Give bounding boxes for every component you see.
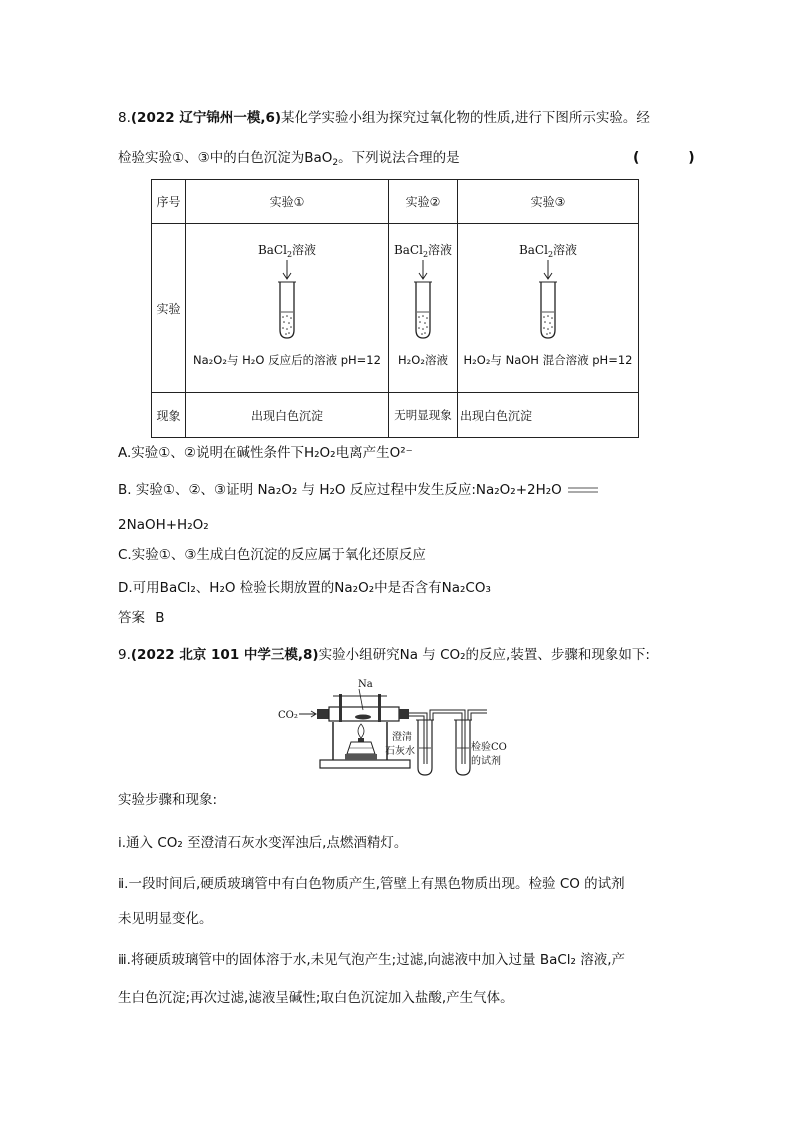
exp2-reagent: BaCl$_2$溶液: [393, 243, 453, 259]
exp1-phenomenon: 出现白色沉淀: [186, 393, 389, 438]
na-label: Na: [358, 679, 373, 690]
exp1-solution: Na₂O₂与 H₂O 反应后的溶液 pH=12: [193, 353, 381, 367]
co-reagent-label-2: 的试剂: [471, 756, 501, 767]
answer: 答案 B: [118, 610, 165, 626]
header-exp3: 实验③: [458, 180, 639, 224]
q9-line1: [118, 645, 650, 665]
header-exp1: 实验①: [186, 180, 389, 224]
step-2-line1: ⅱ.一段时间后,硬质玻璃管中有白色物质产生,管壁上有黑色物质出现。检验 CO 的试剂: [118, 876, 625, 892]
experiment-table: [151, 179, 639, 438]
test-tube-icon: [411, 260, 435, 340]
row-label-experiment: 实验: [152, 224, 186, 393]
exp2-solution: H₂O₂溶液: [398, 353, 448, 367]
exp3-cell: [458, 224, 639, 393]
test-tube-icon: [536, 260, 560, 340]
q8-source: (2022 辽宁锦州一模,6): [130, 110, 282, 126]
test-tube-icon: [275, 260, 299, 340]
step-3-line1: ⅲ.将硬质玻璃管中的固体溶于水,未见气泡产生;过滤,向滤液中加入过量 BaCl₂ 溶液,产: [118, 952, 626, 968]
q8-number: 8.: [118, 110, 131, 126]
q8-line2: 检验实验①、③中的白色沉淀为BaO$_2$。下列说法合理的是: [118, 150, 460, 168]
option-a: A.实验①、②说明在碱性条件下H₂O₂电离产生O²⁻: [118, 445, 413, 461]
q8-stem-part3: 。下列说法合理的是: [338, 150, 460, 166]
step-1: ⅰ.通入 CO₂ 至澄清石灰水变浑浊后,点燃酒精灯。: [118, 835, 408, 851]
q8-stem-part2: 检验实验①、③中的白色沉淀为BaO: [118, 150, 333, 166]
q9-source: (2022 北京 101 中学三模,8): [130, 647, 319, 663]
step-3-line2: 生白色沉淀;再次过滤,滤液呈碱性;取白色沉淀加入盐酸,产生气体。: [118, 990, 514, 1006]
header-seq: 序号: [152, 180, 186, 224]
apparatus-diagram: [275, 676, 515, 778]
q9-number: 9.: [118, 647, 131, 663]
option-d: D.可用BaCl₂、H₂O 检验长期放置的Na₂O₂中是否含有Na₂CO₃: [118, 580, 491, 596]
step-2-line2: 未见明显变化。: [118, 911, 213, 927]
answer-parentheses: ( ): [633, 150, 717, 166]
q9-stem: 实验小组研究Na 与 CO₂的反应,装置、步骤和现象如下:: [318, 647, 650, 663]
limewater-label-2: 石灰水: [385, 746, 415, 757]
option-b-line2: 2NaOH+H₂O₂: [118, 517, 209, 533]
option-c: C.实验①、③生成白色沉淀的反应属于氧化还原反应: [118, 547, 426, 563]
exp2-cell: [389, 224, 458, 393]
exp3-reagent: BaCl$_2$溶液: [518, 243, 578, 259]
q8-stem-part1: 某化学实验小组为探究过氧化物的性质,进行下图所示实验。经: [281, 110, 650, 126]
q8-line1: [118, 108, 650, 128]
steps-title: 实验步骤和现象:: [118, 792, 218, 808]
limewater-label-1: 澄清: [392, 732, 412, 743]
exp2-phenomenon: 无明显现象: [389, 393, 458, 438]
co2-label: CO₂: [278, 710, 298, 721]
exp1-reagent: BaCl$_2$溶液: [257, 243, 317, 259]
exp1-cell: [186, 224, 389, 393]
option-b-line1: B. 实验①、②、③证明 Na₂O₂ 与 H₂O 反应过程中发生反应:Na₂O₂+2H₂O: [118, 480, 598, 500]
exp3-solution: H₂O₂与 NaOH 混合溶液 pH=12: [463, 353, 633, 367]
row-label-phenomenon: 现象: [152, 393, 186, 438]
equals-sign-icon: [568, 485, 598, 495]
co-reagent-label-1: 检验CO: [471, 742, 507, 753]
header-exp2: 实验②: [389, 180, 458, 224]
exp3-phenomenon: 出现白色沉淀: [458, 393, 639, 438]
